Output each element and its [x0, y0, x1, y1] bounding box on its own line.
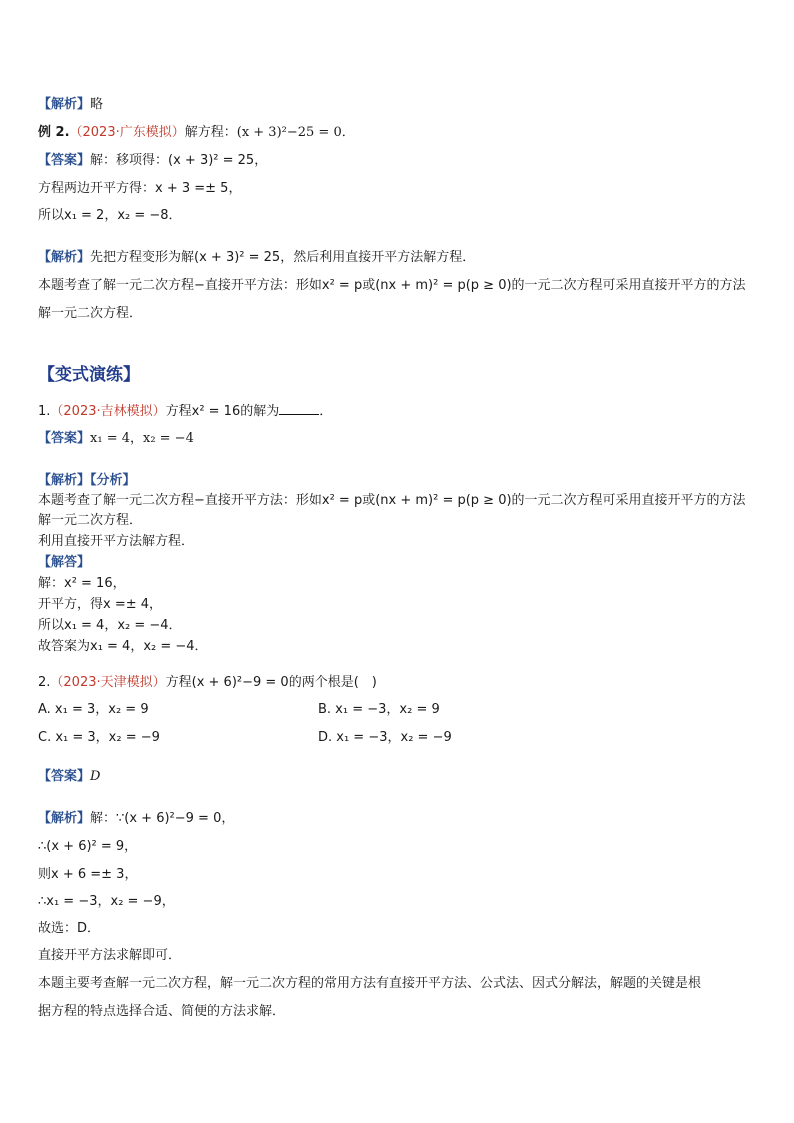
analysis-sub-label: 【分析】: [90, 473, 136, 488]
question-source: （2023·天津模拟）: [50, 675, 166, 690]
example-equation: (x + 3)²−25 = 0．: [236, 125, 355, 140]
question-2-analysis-line7: 本题主要考查解一元二次方程，解一元二次方程的常用方法有直接开平方法、公式法、因式分解法，解题的关键是根: [38, 976, 702, 991]
answer-blank: [279, 402, 319, 415]
answer-label: 【答案】: [38, 431, 91, 446]
question-1-solution-line2: 开平方，得x =± 4，: [38, 597, 163, 612]
question-2-analysis-line5: 故选：D．: [38, 921, 101, 936]
answer-text: D: [90, 769, 101, 784]
question-number: 2.: [38, 675, 51, 690]
example-2-answer-line1: [38, 152, 267, 170]
example-2-answer-line3: 所以x₁ = 2，x₂ = −8．: [38, 208, 182, 223]
question-2-analysis-line8: 据方程的特点选择合适、简便的方法求解．: [38, 1004, 286, 1019]
analysis-text: 先把方程变形为解(x + 3)² = 25，然后利用直接开平方法解方程．: [90, 250, 476, 265]
analysis-label: 【解析】: [38, 473, 91, 488]
question-1: [38, 402, 332, 421]
option-a: A. x₁ = 3，x₂ = 9: [38, 702, 149, 717]
analysis-label: 【解析】: [38, 250, 91, 265]
answer-label: 【答案】: [38, 769, 91, 784]
question-2-analysis-line4: ∴x₁ = −3，x₂ = −9，: [38, 894, 175, 909]
question-2: [38, 674, 377, 692]
question-2-analysis-line1: [38, 810, 234, 828]
question-text: 方程(x + 6)²−9 = 0的两个根是( ): [165, 675, 377, 690]
question-1-solution-line1: 解：x² = 16，: [38, 576, 126, 591]
example-source: （2023·广东模拟）: [69, 125, 185, 140]
answer-label: 【答案】: [38, 153, 91, 168]
analysis-text: 解：∵(x + 6)²−9 = 0，: [90, 811, 235, 826]
option-d: D. x₁ = −3，x₂ = −9: [318, 730, 452, 745]
question-1-analysis-line2: 解一元二次方程．: [38, 513, 143, 528]
question-end: ．: [319, 404, 333, 419]
analysis-text: 略: [90, 97, 104, 112]
question-2-analysis-line6: 直接开平方法求解即可．: [38, 948, 182, 963]
question-2-answer: [38, 768, 100, 786]
question-1-solution-line3: 所以x₁ = 4，x₂ = −4．: [38, 618, 182, 633]
example-prompt: 解方程：: [184, 125, 237, 140]
section-heading: 【变式演练】: [38, 365, 140, 385]
analysis-label: 【解析】: [38, 811, 91, 826]
example-label: 例 2.: [38, 125, 70, 140]
solution-label-text: 【解答】: [38, 555, 91, 570]
example-2-analysis-line2: 本题考查了解一元二次方程−直接开平方法：形如x² = p或(nx + m)² = p(p ≥ 0)的一元二次方程可采用直接开平方的方法: [38, 278, 746, 293]
question-1-analysis-line1: 本题考查了解一元二次方程−直接开平方法：形如x² = p或(nx + m)² = p(p ≥ 0)的一元二次方程可采用直接开平方的方法: [38, 493, 746, 508]
option-b: B. x₁ = −3，x₂ = 9: [318, 702, 440, 717]
analysis-line: [38, 96, 103, 114]
question-text: 方程x² = 16的解为: [165, 404, 280, 419]
example-2-answer-line2: 方程两边开平方得：x + 3 =± 5，: [38, 181, 242, 196]
question-number: 1.: [38, 404, 51, 419]
question-1-analysis-line3: 利用直接开平方法解方程．: [38, 534, 195, 549]
solution-label: [38, 554, 90, 572]
question-2-analysis-line3: 则x + 6 =± 3，: [38, 867, 138, 882]
question-1-answer: [38, 430, 194, 448]
answer-text: x₁ = 4，x₂ = −4: [90, 431, 194, 446]
example-2-analysis-line3: 解一元二次方程．: [38, 306, 143, 321]
analysis-label: 【解析】: [38, 97, 91, 112]
question-source: （2023·吉林模拟）: [50, 404, 166, 419]
example-2-prompt: [38, 124, 355, 142]
example-2-analysis-line1: [38, 249, 475, 267]
answer-text: 解：移项得：(x + 3)² = 25，: [90, 153, 268, 168]
option-c: C. x₁ = 3，x₂ = −9: [38, 730, 160, 745]
question-1-analysis-header: [38, 472, 136, 490]
question-2-analysis-line2: ∴(x + 6)² = 9，: [38, 839, 138, 854]
question-1-solution-line4: 故答案为x₁ = 4，x₂ = −4．: [38, 639, 208, 654]
